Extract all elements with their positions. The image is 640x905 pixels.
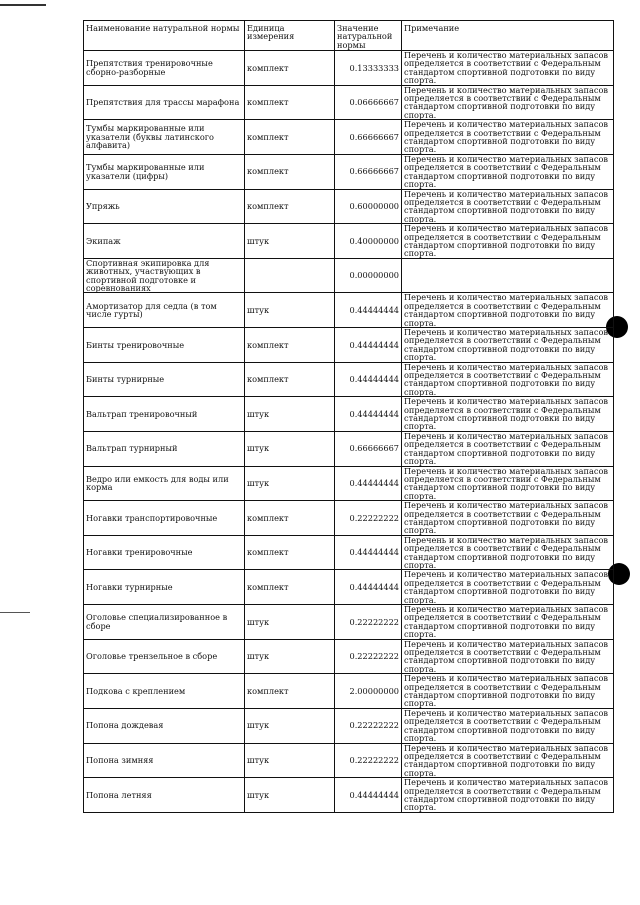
cell-value: 0.44444444 (335, 535, 402, 570)
table-row (84, 431, 614, 466)
cell-name: Вальтрап турнирный (84, 431, 245, 466)
table-row (84, 501, 614, 536)
cell-note: Перечень и количество материальных запасов определяется в соответствии с Федеральным стандартом спортивной подготовки по виду спорта. (402, 535, 614, 570)
cell-unit: комплект (245, 362, 335, 397)
cell-note: Перечень и количество материальных запасов определяется в соответствии с Федеральным стандартом спортивной подготовки по виду спорта. (402, 708, 614, 743)
cell-unit (245, 258, 335, 293)
cell-note: Перечень и количество материальных запасов определяется в соответствии с Федеральным стандартом спортивной подготовки по виду спорта. (402, 328, 614, 363)
cell-name: Попона дождевая (84, 708, 245, 743)
cell-value: 0.44444444 (335, 778, 402, 813)
table-body (84, 51, 614, 813)
header-note: Примечание (402, 21, 614, 51)
cell-value: 0.13333333 (335, 51, 402, 86)
cell-name: Экипаж (84, 224, 245, 259)
cell-value: 0.44444444 (335, 293, 402, 328)
cell-value: 0.22222222 (335, 639, 402, 674)
cell-unit: комплект (245, 189, 335, 224)
cell-name: Спортивная экипировка для животных, участвующих в спортивной подготовке и соревнованиях (84, 258, 245, 293)
cell-name: Ногавки турнирные (84, 570, 245, 605)
header-name: Наименование натуральной нормы (84, 21, 245, 51)
cell-note: Перечень и количество материальных запасов определяется в соответствии с Федеральным стандартом спортивной подготовки по виду спорта. (402, 431, 614, 466)
cell-value: 0.66666667 (335, 120, 402, 155)
cell-name: Попона летняя (84, 778, 245, 813)
table-row (84, 362, 614, 397)
norms-table (83, 20, 614, 813)
cell-name: Тумбы маркированные или указатели (буквы латинского алфавита) (84, 120, 245, 155)
cell-unit: штук (245, 397, 335, 432)
cell-name: Ногавки тренировочные (84, 535, 245, 570)
cell-value: 0.06666667 (335, 85, 402, 120)
cell-unit: комплект (245, 674, 335, 709)
cell-note: Перечень и количество материальных запасов определяется в соответствии с Федеральным стандартом спортивной подготовки по виду спорта. (402, 189, 614, 224)
cell-unit: штук (245, 605, 335, 640)
cell-note: Перечень и количество материальных запасов определяется в соответствии с Федеральным стандартом спортивной подготовки по виду спорта. (402, 397, 614, 432)
table-row (84, 154, 614, 189)
cell-name: Тумбы маркированные или указатели (цифры) (84, 154, 245, 189)
cell-unit: комплект (245, 535, 335, 570)
cell-value: 0.22222222 (335, 501, 402, 536)
cell-unit: комплект (245, 328, 335, 363)
cell-value: 0.44444444 (335, 570, 402, 605)
cell-unit: штук (245, 639, 335, 674)
table-row (84, 674, 614, 709)
table-row (84, 120, 614, 155)
cell-name: Упряжь (84, 189, 245, 224)
table-row (84, 258, 614, 293)
header-unit: Единица измерения (245, 21, 335, 51)
table-row (84, 293, 614, 328)
cell-note (402, 258, 614, 293)
cell-note: Перечень и количество материальных запасов определяется в соответствии с Федеральным стандартом спортивной подготовки по виду спорта. (402, 743, 614, 778)
cell-note: Перечень и количество материальных запасов определяется в соответствии с Федеральным стандартом спортивной подготовки по виду спорта. (402, 120, 614, 155)
cell-note: Перечень и количество материальных запасов определяется в соответствии с Федеральным стандартом спортивной подготовки по виду спорта. (402, 293, 614, 328)
cell-value: 0.44444444 (335, 328, 402, 363)
cell-name: Препятствия тренировочные сборно-разборные (84, 51, 245, 86)
cell-name: Оголовье трензельное в сборе (84, 639, 245, 674)
cell-note: Перечень и количество материальных запасов определяется в соответствии с Федеральным стандартом спортивной подготовки по виду спорта. (402, 674, 614, 709)
scan-mark (0, 612, 30, 613)
cell-unit: штук (245, 778, 335, 813)
cell-unit: комплект (245, 120, 335, 155)
cell-unit: комплект (245, 570, 335, 605)
table-row (84, 189, 614, 224)
table-row (84, 85, 614, 120)
cell-name: Ногавки транспортировочные (84, 501, 245, 536)
cell-name: Препятствия для трассы марафона (84, 85, 245, 120)
cell-unit: комплект (245, 501, 335, 536)
cell-value: 0.40000000 (335, 224, 402, 259)
cell-value: 0.66666667 (335, 431, 402, 466)
cell-note: Перечень и количество материальных запасов определяется в соответствии с Федеральным стандартом спортивной подготовки по виду спорта. (402, 778, 614, 813)
cell-note: Перечень и количество материальных запасов определяется в соответствии с Федеральным стандартом спортивной подготовки по виду спорта. (402, 605, 614, 640)
table-row (84, 397, 614, 432)
cell-value: 0.22222222 (335, 708, 402, 743)
cell-name: Бинты тренировочные (84, 328, 245, 363)
cell-note: Перечень и количество материальных запасов определяется в соответствии с Федеральным стандартом спортивной подготовки по виду спорта. (402, 154, 614, 189)
table-row (84, 778, 614, 813)
cell-unit: комплект (245, 51, 335, 86)
cell-unit: штук (245, 293, 335, 328)
cell-name: Вальтрап тренировочный (84, 397, 245, 432)
cell-unit: штук (245, 466, 335, 501)
cell-note: Перечень и количество материальных запасов определяется в соответствии с Федеральным стандартом спортивной подготовки по виду спорта. (402, 501, 614, 536)
cell-note: Перечень и количество материальных запасов определяется в соответствии с Федеральным стандартом спортивной подготовки по виду спорта. (402, 466, 614, 501)
cell-unit: комплект (245, 85, 335, 120)
cell-note: Перечень и количество материальных запасов определяется в соответствии с Федеральным стандартом спортивной подготовки по виду спорта. (402, 639, 614, 674)
table-row (84, 570, 614, 605)
cell-note: Перечень и количество материальных запасов определяется в соответствии с Федеральным стандартом спортивной подготовки по виду спорта. (402, 85, 614, 120)
cell-name: Подкова с креплением (84, 674, 245, 709)
table-row (84, 743, 614, 778)
cell-unit: комплект (245, 154, 335, 189)
table-row (84, 535, 614, 570)
cell-unit: штук (245, 431, 335, 466)
header-value: Значение натуральной нормы (335, 21, 402, 51)
cell-value: 0.44444444 (335, 397, 402, 432)
cell-name: Амортизатор для седла (в том числе гурты) (84, 293, 245, 328)
table-row (84, 328, 614, 363)
cell-value: 2.00000000 (335, 674, 402, 709)
cell-unit: штук (245, 743, 335, 778)
cell-name: Попона зимняя (84, 743, 245, 778)
cell-unit: штук (245, 224, 335, 259)
table-header-row (84, 21, 614, 51)
cell-value: 0.00000000 (335, 258, 402, 293)
table-row (84, 639, 614, 674)
table-row (84, 51, 614, 86)
cell-value: 0.44444444 (335, 466, 402, 501)
table-row (84, 224, 614, 259)
cell-value: 0.44444444 (335, 362, 402, 397)
table-row (84, 605, 614, 640)
cell-note: Перечень и количество материальных запасов определяется в соответствии с Федеральным стандартом спортивной подготовки по виду спорта. (402, 51, 614, 86)
cell-name: Оголовье специализированное в сборе (84, 605, 245, 640)
cell-value: 0.66666667 (335, 154, 402, 189)
table-row (84, 708, 614, 743)
table-row (84, 466, 614, 501)
cell-name: Ведро или емкость для воды или корма (84, 466, 245, 501)
cell-value: 0.22222222 (335, 743, 402, 778)
cell-value: 0.22222222 (335, 605, 402, 640)
cell-note: Перечень и количество материальных запасов определяется в соответствии с Федеральным стандартом спортивной подготовки по виду спорта. (402, 570, 614, 605)
cell-note: Перечень и количество материальных запасов определяется в соответствии с Федеральным стандартом спортивной подготовки по виду спорта. (402, 362, 614, 397)
cell-unit: штук (245, 708, 335, 743)
cell-value: 0.60000000 (335, 189, 402, 224)
scan-mark (0, 4, 46, 6)
cell-note: Перечень и количество материальных запасов определяется в соответствии с Федеральным стандартом спортивной подготовки по виду спорта. (402, 224, 614, 259)
cell-name: Бинты турнирные (84, 362, 245, 397)
